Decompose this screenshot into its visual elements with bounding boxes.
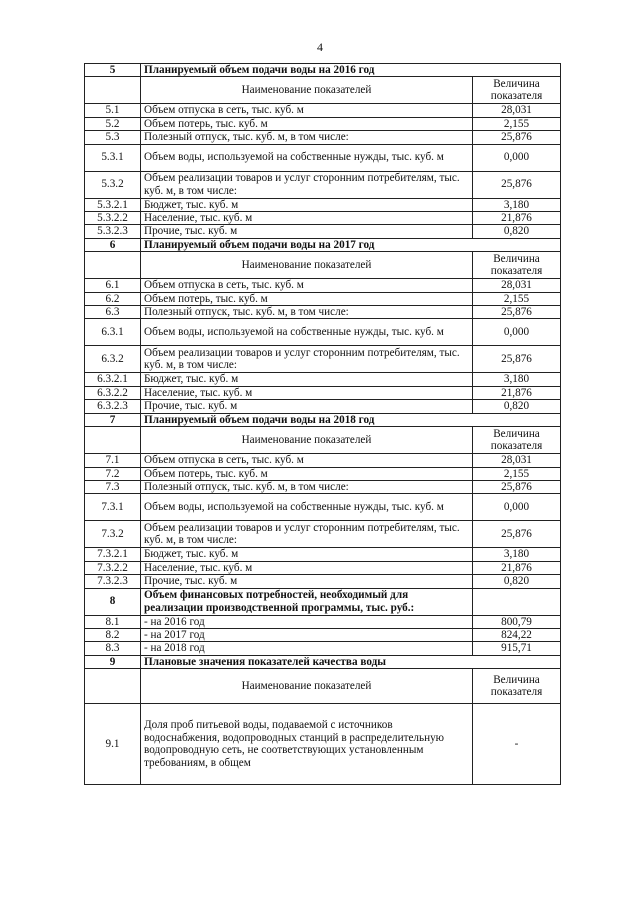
table-row — [85, 642, 561, 655]
section-number: 9 — [85, 655, 141, 668]
table-row — [85, 704, 561, 785]
row-number: 6.3.2.1 — [85, 373, 141, 386]
row-value: 21,876 — [473, 386, 561, 399]
row-name: Доля проб питьевой воды, подаваемой с источников водоснабжения, водопроводных станций в распределительную водопроводную сеть, не соответствующих установленным требованиям, в общем — [141, 704, 473, 785]
header-row — [85, 427, 561, 454]
row-name: - на 2017 год — [141, 628, 473, 641]
row-value: 915,71 — [473, 642, 561, 655]
row-value: 25,876 — [473, 480, 561, 493]
page-number: 4 — [317, 40, 323, 54]
row-number: 7.3 — [85, 480, 141, 493]
row-name: - на 2016 год — [141, 615, 473, 628]
section-title: Плановые значения показателей качества воды — [141, 655, 561, 668]
row-value: 25,876 — [473, 306, 561, 319]
row-value: 800,79 — [473, 615, 561, 628]
row-number: 5.1 — [85, 104, 141, 117]
row-value: 3,180 — [473, 548, 561, 561]
table-row — [85, 225, 561, 238]
table-row — [85, 628, 561, 641]
section-number: 8 — [85, 588, 141, 615]
row-number: 5.3.2.3 — [85, 225, 141, 238]
row-value: 0,820 — [473, 400, 561, 413]
row-name: Население, тыс. куб. м — [141, 386, 473, 399]
row-name: Прочие, тыс. куб. м — [141, 225, 473, 238]
row-number: 6.3 — [85, 306, 141, 319]
row-name: Прочие, тыс. куб. м — [141, 575, 473, 588]
row-value: 0,000 — [473, 144, 561, 171]
header-row — [85, 77, 561, 104]
row-value: 2,155 — [473, 292, 561, 305]
row-name: Бюджет, тыс. куб. м — [141, 373, 473, 386]
row-number: 5.3.2 — [85, 171, 141, 198]
row-number: 5.3.1 — [85, 144, 141, 171]
table-row — [85, 494, 561, 521]
row-name: Объем потерь, тыс. куб. м — [141, 292, 473, 305]
row-number: 7.3.2 — [85, 521, 141, 548]
row-name: Объем реализации товаров и услуг сторонним потребителям, тыс. куб. м, в том числе: — [141, 521, 473, 548]
row-name: Бюджет, тыс. куб. м — [141, 548, 473, 561]
header-empty-cell — [85, 427, 141, 454]
row-value: 25,876 — [473, 521, 561, 548]
row-name: Бюджет, тыс. куб. м — [141, 198, 473, 211]
row-number: 5.3 — [85, 131, 141, 144]
table-row — [85, 279, 561, 292]
row-number: 8.1 — [85, 615, 141, 628]
row-number: 7.3.2.3 — [85, 575, 141, 588]
row-number: 6.1 — [85, 279, 141, 292]
header-empty-cell — [85, 669, 141, 704]
row-name: Объем отпуска в сеть, тыс. куб. м — [141, 279, 473, 292]
row-value: 25,876 — [473, 171, 561, 198]
row-value: 2,155 — [473, 467, 561, 480]
row-name: Объем отпуска в сеть, тыс. куб. м — [141, 454, 473, 467]
row-value: 28,031 — [473, 104, 561, 117]
row-value: 21,876 — [473, 561, 561, 574]
section-title: Объем финансовых потребностей, необходимый для реализации производственной программы, тыс. руб.: — [141, 588, 473, 615]
row-name: Объем реализации товаров и услуг сторонним потребителям, тыс. куб. м, в том числе: — [141, 346, 473, 373]
section-row — [85, 588, 561, 615]
header-name-cell: Наименование показателей — [141, 77, 473, 104]
table-row — [85, 386, 561, 399]
row-name: - на 2018 год — [141, 642, 473, 655]
header-name-cell: Наименование показателей — [141, 427, 473, 454]
table-row — [85, 615, 561, 628]
row-number: 5.2 — [85, 117, 141, 130]
section-number: 7 — [85, 413, 141, 426]
row-value: - — [473, 704, 561, 785]
indicators-table — [84, 63, 561, 785]
section-title: Планируемый объем подачи воды на 2016 год — [141, 64, 561, 77]
row-number: 6.3.2 — [85, 346, 141, 373]
row-value: 0,000 — [473, 494, 561, 521]
table-row — [85, 306, 561, 319]
table-row — [85, 104, 561, 117]
row-value: 25,876 — [473, 346, 561, 373]
row-number: 7.2 — [85, 467, 141, 480]
row-value: 25,876 — [473, 131, 561, 144]
table-row — [85, 292, 561, 305]
section-title: Планируемый объем подачи воды на 2018 год — [141, 413, 561, 426]
row-value: 21,876 — [473, 212, 561, 225]
row-name: Объем потерь, тыс. куб. м — [141, 117, 473, 130]
row-number: 6.2 — [85, 292, 141, 305]
row-name: Полезный отпуск, тыс. куб. м, в том числе: — [141, 306, 473, 319]
table-row — [85, 467, 561, 480]
row-value: 28,031 — [473, 279, 561, 292]
row-number: 6.3.2.2 — [85, 386, 141, 399]
header-value-cell: Величина показателя — [473, 252, 561, 279]
table-row — [85, 454, 561, 467]
section-empty-cell — [473, 588, 561, 615]
header-row — [85, 669, 561, 704]
row-value: 0,820 — [473, 225, 561, 238]
header-empty-cell — [85, 77, 141, 104]
row-number: 8.2 — [85, 628, 141, 641]
row-value: 3,180 — [473, 373, 561, 386]
table-row — [85, 171, 561, 198]
row-name: Население, тыс. куб. м — [141, 561, 473, 574]
row-name: Население, тыс. куб. м — [141, 212, 473, 225]
row-name: Объем воды, используемой на собственные нужды, тыс. куб. м — [141, 494, 473, 521]
header-row — [85, 252, 561, 279]
header-value-cell: Величина показателя — [473, 669, 561, 704]
row-number: 7.1 — [85, 454, 141, 467]
row-value: 3,180 — [473, 198, 561, 211]
table-row — [85, 319, 561, 346]
table-row — [85, 400, 561, 413]
row-name: Объем реализации товаров и услуг сторонним потребителям, тыс. куб. м, в том числе: — [141, 171, 473, 198]
row-value: 0,000 — [473, 319, 561, 346]
row-value: 824,22 — [473, 628, 561, 641]
table-row — [85, 548, 561, 561]
header-name-cell: Наименование показателей — [141, 252, 473, 279]
table-row — [85, 198, 561, 211]
row-value: 0,820 — [473, 575, 561, 588]
section-number: 6 — [85, 238, 141, 251]
row-name: Полезный отпуск, тыс. куб. м, в том числе: — [141, 131, 473, 144]
row-number: 8.3 — [85, 642, 141, 655]
table-row — [85, 346, 561, 373]
row-name: Прочие, тыс. куб. м — [141, 400, 473, 413]
row-name: Объем потерь, тыс. куб. м — [141, 467, 473, 480]
table-row — [85, 561, 561, 574]
table-row — [85, 521, 561, 548]
section-number: 5 — [85, 64, 141, 77]
section-title: Планируемый объем подачи воды на 2017 год — [141, 238, 561, 251]
row-name: Полезный отпуск, тыс. куб. м, в том числе: — [141, 480, 473, 493]
row-name: Объем воды, используемой на собственные нужды, тыс. куб. м — [141, 144, 473, 171]
row-number: 7.3.2.1 — [85, 548, 141, 561]
row-number: 6.3.1 — [85, 319, 141, 346]
table-row — [85, 131, 561, 144]
section-row — [85, 655, 561, 668]
table-row — [85, 212, 561, 225]
row-number: 5.3.2.1 — [85, 198, 141, 211]
header-value-cell: Величина показателя — [473, 427, 561, 454]
header-name-cell: Наименование показателей — [141, 669, 473, 704]
row-name: Объем отпуска в сеть, тыс. куб. м — [141, 104, 473, 117]
section-row — [85, 413, 561, 426]
row-number: 9.1 — [85, 704, 141, 785]
section-row — [85, 238, 561, 251]
row-number: 6.3.2.3 — [85, 400, 141, 413]
table-row — [85, 480, 561, 493]
row-number: 5.3.2.2 — [85, 212, 141, 225]
row-value: 2,155 — [473, 117, 561, 130]
header-value-cell: Величина показателя — [473, 77, 561, 104]
row-number: 7.3.2.2 — [85, 561, 141, 574]
table-row — [85, 117, 561, 130]
row-value: 28,031 — [473, 454, 561, 467]
row-name: Объем воды, используемой на собственные нужды, тыс. куб. м — [141, 319, 473, 346]
header-empty-cell — [85, 252, 141, 279]
row-number: 7.3.1 — [85, 494, 141, 521]
table-row — [85, 575, 561, 588]
table-row — [85, 144, 561, 171]
section-row — [85, 64, 561, 77]
table-row — [85, 373, 561, 386]
